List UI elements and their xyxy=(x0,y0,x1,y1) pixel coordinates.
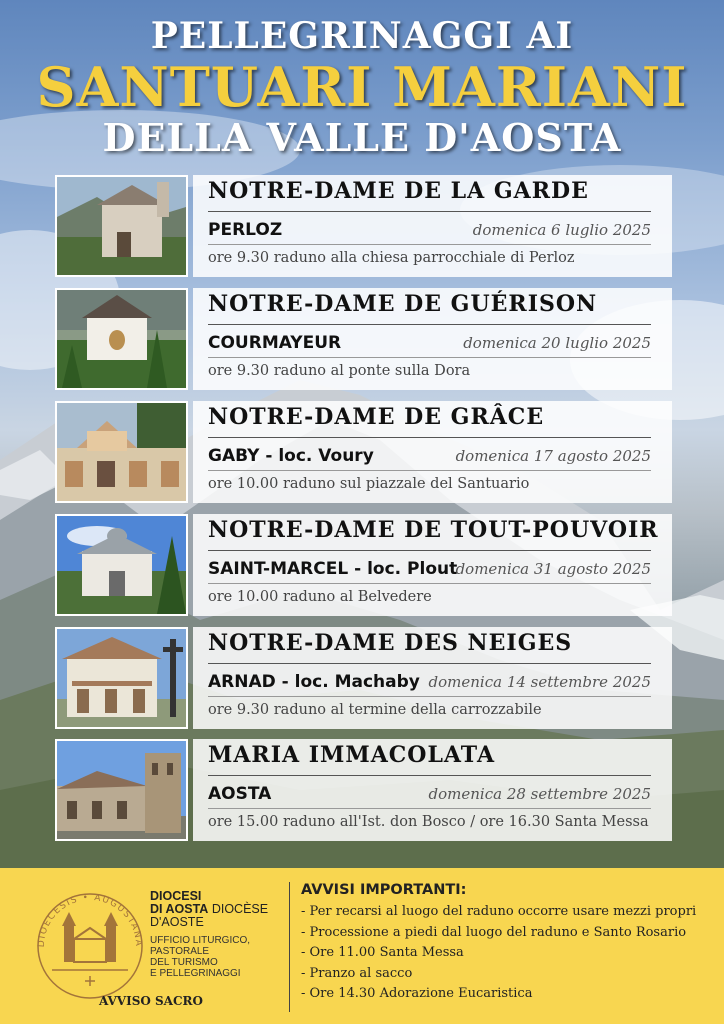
event-card xyxy=(55,627,672,729)
event-card xyxy=(55,401,672,503)
event-note: ore 9.30 raduno alla chiesa parrocchiale di Perloz xyxy=(208,250,575,266)
event-panel xyxy=(193,627,672,729)
avviso-sacro-label: AVVISO SACRO xyxy=(99,994,203,1008)
event-place: ARNAD - loc. Machaby xyxy=(208,672,420,692)
diocese-logo xyxy=(30,884,150,1002)
event-panel xyxy=(193,739,672,841)
footer xyxy=(0,868,724,1024)
divider xyxy=(208,696,651,697)
event-card xyxy=(55,175,672,277)
event-card xyxy=(55,288,672,390)
event-note: ore 10.00 raduno sul piazzale del Santuario xyxy=(208,476,530,492)
event-card xyxy=(55,514,672,616)
divider xyxy=(208,324,651,325)
divider xyxy=(208,357,651,358)
event-note: ore 9.30 raduno al termine della carrozzabile xyxy=(208,702,542,718)
diocesi-line-3: D'AOSTE xyxy=(150,915,204,929)
poster-header xyxy=(0,14,724,160)
divider xyxy=(208,470,651,471)
avviso-item: - Processione a piedi dal luogo del raduno e Santo Rosario xyxy=(301,924,687,940)
event-panel xyxy=(193,401,672,503)
diocesi-line-1: DIOCESI xyxy=(150,889,202,903)
sanctuary-photo xyxy=(55,288,188,390)
sanctuary-photo xyxy=(55,175,188,277)
header-line-1: PELLEGRINAGGI AI xyxy=(150,15,574,57)
svg-text:DIOECESIS • AUGUSTANA: DIOECESIS • AUGUSTANA xyxy=(36,892,144,948)
event-card xyxy=(55,739,672,841)
sanctuary-photo xyxy=(55,739,188,841)
event-panel xyxy=(193,514,672,616)
event-place: SAINT-MARCEL - loc. Plout xyxy=(208,559,458,579)
event-title: MARIA IMMACOLATA xyxy=(208,742,496,768)
divider xyxy=(208,550,651,551)
divider xyxy=(208,211,651,212)
event-title: NOTRE-DAME DE GUÉRISON xyxy=(208,291,598,317)
event-date: domenica 20 luglio 2025 xyxy=(463,334,651,352)
event-date: domenica 14 settembre 2025 xyxy=(428,673,651,691)
divider xyxy=(208,775,651,776)
avvisi-importanti xyxy=(301,882,721,1005)
event-date: domenica 6 luglio 2025 xyxy=(472,221,651,239)
avviso-item: - Ore 14.30 Adorazione Eucaristica xyxy=(301,986,533,1001)
header-line-2: SANTUARI MARIANI xyxy=(36,55,688,119)
avviso-item: - Per recarsi al luogo del raduno occorre usare mezzi propri xyxy=(301,904,697,919)
event-date: domenica 28 settembre 2025 xyxy=(428,785,651,803)
event-title: NOTRE-DAME DE TOUT-POUVOIR xyxy=(208,517,659,543)
event-title: NOTRE-DAME DE GRÂCE xyxy=(208,404,545,430)
event-place: AOSTA xyxy=(208,784,272,804)
event-panel xyxy=(193,175,672,277)
diocese-name xyxy=(150,890,285,979)
event-place: PERLOZ xyxy=(208,220,283,240)
event-title: NOTRE-DAME DES NEIGES xyxy=(208,630,573,656)
divider xyxy=(208,808,651,809)
divider xyxy=(208,583,651,584)
event-note: ore 9.30 raduno al ponte sulla Dora xyxy=(208,363,471,379)
event-place: GABY - loc. Voury xyxy=(208,446,374,466)
sanctuary-photo xyxy=(55,514,188,616)
event-panel xyxy=(193,288,672,390)
event-date: domenica 17 agosto 2025 xyxy=(455,447,651,465)
event-date: domenica 31 agosto 2025 xyxy=(455,560,651,578)
divider xyxy=(208,663,651,664)
diocesi-line-2b: DIOCÈSE xyxy=(211,902,269,916)
event-title: NOTRE-DAME DE LA GARDE xyxy=(208,178,589,204)
avviso-item: - Ore 11.00 Santa Messa xyxy=(301,945,464,960)
ufficio-text: UFFICIO LITURGICO, PASTORALE DEL TURISMO E PELLEGRINAGGI xyxy=(150,935,250,979)
event-note: ore 10.00 raduno al Belvedere xyxy=(208,589,432,605)
avvisi-title: AVVISI IMPORTANTI: xyxy=(301,882,467,898)
divider xyxy=(208,244,651,245)
avviso-item: - Pranzo al sacco xyxy=(301,965,413,981)
footer-divider xyxy=(289,882,290,1012)
event-note: ore 15.00 raduno all'Ist. don Bosco / ore 16.30 Santa Messa xyxy=(208,814,649,830)
sanctuary-photo xyxy=(55,401,188,503)
divider xyxy=(208,437,651,438)
event-place: COURMAYEUR xyxy=(208,333,342,353)
diocesi-line-2a: DI AOSTA xyxy=(150,902,209,916)
sanctuary-photo xyxy=(55,627,188,729)
header-line-3: DELLA VALLE D'AOSTA xyxy=(102,115,622,160)
